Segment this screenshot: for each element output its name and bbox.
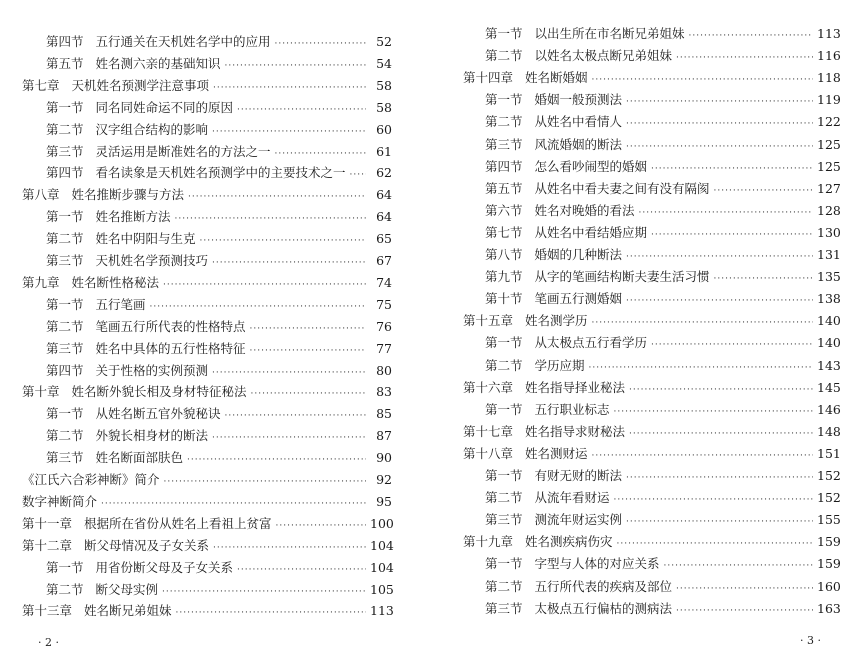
entry-label: 第四节	[46, 165, 84, 181]
right-toc-entry	[485, 137, 839, 153]
entry-label: 第九节	[485, 269, 523, 285]
entry-label: 第十一章	[22, 515, 73, 531]
dot-leader	[626, 139, 813, 155]
dot-leader	[187, 452, 366, 468]
dot-leader	[213, 540, 366, 556]
entry-label: 第二节	[46, 428, 84, 444]
entry-page-number: 58	[376, 99, 392, 115]
entry-title: 根据所在省份从姓名上看祖上贫富	[84, 515, 272, 531]
entry-label: 第二节	[485, 357, 523, 373]
entry-page-number: 146	[817, 401, 841, 417]
right-toc-entry	[463, 534, 839, 550]
entry-page-number: 140	[817, 335, 841, 351]
entry-title: 太极点五行偏枯的测病法	[534, 600, 673, 616]
dot-leader	[676, 603, 813, 619]
right-toc-entry	[485, 512, 839, 528]
left-toc-entry	[22, 516, 392, 532]
entry-title: 从姓名中看结婚应期	[534, 224, 648, 240]
entry-label: 第八节	[485, 247, 523, 262]
entry-label: 第四节	[46, 34, 84, 49]
entry-page-number: 67	[376, 253, 392, 268]
entry-label: 第一节	[485, 92, 523, 108]
dot-leader	[639, 205, 813, 221]
entry-page-number: 159	[817, 556, 841, 572]
dot-leader	[592, 72, 813, 88]
dot-leader	[250, 321, 366, 337]
entry-label: 第一节	[46, 296, 84, 312]
entry-title: 灵活运用是断准姓名的方法之一	[95, 143, 271, 159]
entry-title: 用省份断父母及子女关系	[95, 559, 234, 575]
dot-leader	[676, 50, 813, 66]
entry-page-number: 138	[817, 291, 841, 307]
dot-leader	[162, 584, 366, 600]
entry-page-number: 155	[817, 512, 841, 528]
entry-label: 第十节	[485, 291, 523, 307]
entry-title: 怎么看吵闹型的婚姻	[534, 158, 648, 174]
left-toc-entry	[46, 100, 392, 116]
entry-label: 第七章	[22, 77, 60, 93]
entry-title: 断父母情况及子女关系	[84, 537, 210, 553]
entry-label: 第二节	[485, 114, 523, 130]
right-toc-entry	[485, 203, 839, 219]
entry-label: 第三节	[46, 450, 84, 466]
left-toc-entry	[46, 253, 392, 269]
entry-label: 《江氏六合彩神断》简介	[22, 472, 160, 487]
entry-title: 五行通关在天机姓名学中的应用	[95, 34, 271, 49]
left-toc-entry	[46, 450, 392, 466]
right-toc-entry	[485, 92, 839, 108]
entry-title: 姓名断婚姻	[525, 70, 588, 86]
dot-leader	[225, 408, 366, 424]
entry-label: 第二节	[46, 318, 84, 334]
left-toc-entry	[46, 341, 392, 357]
left-toc-entry	[46, 231, 392, 247]
entry-page-number: 104	[370, 559, 394, 575]
entry-page-number: 83	[376, 384, 392, 400]
dot-leader	[350, 167, 366, 183]
entry-label: 第八章	[22, 187, 60, 203]
entry-title: 姓名断面部肤色	[95, 450, 184, 466]
entry-title: 从太极点五行看学历	[534, 335, 648, 351]
entry-title: 姓名测学历	[525, 313, 588, 329]
right-toc-entry	[485, 181, 839, 197]
right-toc-entry	[485, 225, 839, 241]
right-toc-entry	[485, 114, 839, 130]
entry-label: 第十七章	[463, 423, 514, 439]
dot-leader	[175, 211, 366, 227]
dot-leader	[617, 536, 813, 552]
right-toc-entry	[485, 490, 839, 506]
left-toc-entry	[46, 144, 392, 160]
dot-leader	[651, 161, 813, 177]
entry-label: 第二节	[485, 48, 523, 64]
entry-label: 第一节	[485, 468, 523, 483]
right-toc-entry	[485, 468, 839, 484]
entry-page-number: 95	[376, 493, 392, 509]
left-toc-entry	[22, 538, 392, 554]
entry-label: 第十章	[22, 384, 60, 400]
right-toc-entry	[485, 402, 839, 418]
entry-title: 从姓名断五官外貌秘诀	[95, 406, 221, 422]
dot-leader	[651, 337, 813, 353]
entry-label: 第二节	[46, 121, 84, 137]
entry-title: 外貌长相身材的断法	[95, 428, 209, 444]
entry-page-number: 58	[376, 77, 392, 93]
right-toc-entry	[485, 579, 839, 595]
left-toc-entry	[46, 34, 392, 50]
dot-leader	[626, 116, 813, 132]
dot-leader	[212, 255, 366, 271]
entry-page-number: 128	[817, 202, 841, 218]
entry-page-number: 148	[817, 423, 841, 439]
entry-title: 测流年财运实例	[534, 512, 623, 528]
entry-page-number: 113	[817, 26, 841, 41]
dot-leader	[614, 492, 813, 508]
entry-page-number: 113	[370, 603, 394, 619]
entry-page-number: 163	[817, 600, 841, 616]
entry-title: 笔画五行测婚姻	[534, 291, 623, 307]
dot-leader	[689, 28, 813, 44]
entry-title: 五行所代表的疾病及部位	[534, 578, 673, 594]
entry-title: 姓名断性格秘法	[71, 274, 160, 290]
left-toc-entry	[22, 78, 392, 94]
entry-page-number: 92	[376, 472, 392, 487]
entry-title: 学历应期	[534, 357, 585, 373]
left-toc-entry	[46, 428, 392, 444]
entry-label: 第二节	[485, 578, 523, 594]
entry-title: 看名读象是天机姓名预测学中的主要技术之一	[95, 165, 346, 181]
left-toc-entry	[46, 319, 392, 335]
entry-page-number: 90	[376, 450, 392, 466]
right-toc-entry	[463, 313, 839, 329]
dot-leader	[626, 470, 813, 486]
entry-title: 姓名对晚婚的看法	[534, 202, 635, 218]
entry-page-number: 152	[817, 468, 841, 483]
left-toc-entry	[46, 363, 392, 379]
right-page-number: · 3 ·	[800, 634, 821, 647]
left-toc-entry	[22, 603, 392, 619]
entry-label: 第六节	[485, 202, 523, 218]
entry-page-number: 127	[817, 180, 841, 196]
entry-page-number: 75	[376, 296, 392, 312]
entry-title: 婚姻一般预测法	[534, 92, 623, 108]
entry-label: 第二节	[46, 581, 84, 597]
entry-page-number: 62	[376, 165, 392, 181]
dot-leader	[212, 365, 366, 381]
dot-leader	[664, 558, 813, 574]
left-toc-entry	[22, 494, 392, 510]
entry-title: 从姓名中看夫妻之间有没有隔阂	[534, 180, 710, 196]
dot-leader	[714, 183, 813, 199]
entry-page-number: 61	[376, 143, 392, 159]
dot-leader	[237, 562, 366, 578]
right-toc-entry	[485, 335, 839, 351]
left-toc-entry	[46, 582, 392, 598]
dot-leader	[212, 124, 366, 140]
left-toc-entry	[46, 56, 392, 72]
dot-leader	[213, 80, 366, 96]
entry-label: 第十六章	[463, 379, 514, 395]
entry-label: 第四节	[46, 362, 84, 378]
dot-leader	[188, 189, 366, 205]
left-toc-entry	[22, 472, 392, 488]
entry-page-number: 80	[376, 362, 392, 378]
entry-label: 第一节	[485, 335, 523, 351]
left-toc-entry	[22, 384, 392, 400]
entry-label: 第二节	[46, 231, 84, 247]
dot-leader	[200, 233, 366, 249]
dot-leader	[212, 430, 366, 446]
entry-title: 断父母实例	[95, 581, 159, 597]
dot-leader	[626, 94, 813, 110]
entry-label: 第九章	[22, 274, 60, 290]
dot-leader	[651, 227, 813, 243]
dot-leader	[676, 581, 813, 597]
dot-leader	[629, 382, 813, 398]
left-toc-entry	[46, 165, 392, 181]
entry-page-number: 143	[817, 357, 841, 373]
entry-label: 第三节	[485, 512, 523, 528]
left-toc-entry	[46, 560, 392, 576]
entry-label: 第一节	[485, 401, 523, 417]
entry-label: 第三节	[46, 340, 84, 356]
entry-label: 数字神断简介	[22, 493, 98, 509]
entry-label: 第五节	[46, 55, 84, 71]
right-toc-entry	[485, 26, 839, 42]
dot-leader	[150, 299, 366, 315]
entry-title: 姓名断外貌长相及身材特征秘法	[71, 384, 247, 400]
entry-page-number: 77	[376, 340, 392, 356]
entry-label: 第十九章	[463, 534, 514, 550]
entry-title: 有财无财的断法	[534, 468, 623, 483]
entry-page-number: 85	[376, 406, 392, 422]
right-toc-entry	[463, 446, 839, 462]
right-toc-entry	[463, 70, 839, 86]
entry-title: 天机姓名预测学注意事项	[71, 77, 210, 93]
dot-leader	[101, 496, 366, 512]
entry-page-number: 152	[817, 490, 841, 506]
entry-page-number: 64	[376, 187, 392, 203]
entry-title: 以出生所在市名断兄弟姐妹	[534, 26, 685, 41]
entry-title: 姓名中阴阳与生克	[95, 231, 196, 247]
entry-title: 姓名测六亲的基础知识	[95, 55, 221, 71]
entry-label: 第一节	[46, 559, 84, 575]
entry-page-number: 54	[376, 55, 392, 71]
entry-title: 笔画五行所代表的性格特点	[95, 318, 246, 334]
left-toc-entry	[46, 209, 392, 225]
dot-leader	[164, 474, 366, 490]
entry-title: 姓名中具体的五行性格特征	[95, 340, 246, 356]
dot-leader	[276, 518, 366, 534]
entry-label: 第一节	[46, 99, 84, 115]
entry-page-number: 125	[817, 136, 841, 152]
entry-title: 姓名测财运	[525, 445, 588, 461]
dot-leader	[614, 404, 813, 420]
right-toc-entry	[485, 556, 839, 572]
entry-page-number: 118	[817, 70, 841, 86]
entry-label: 第三节	[46, 143, 84, 159]
entry-label: 第四节	[485, 158, 523, 174]
left-toc-entry	[46, 406, 392, 422]
entry-label: 第一节	[46, 406, 84, 422]
entry-title: 以姓名太极点断兄弟姐妹	[534, 48, 673, 64]
entry-title: 关于性格的实例预测	[95, 362, 209, 378]
entry-page-number: 104	[370, 537, 394, 553]
entry-page-number: 151	[817, 445, 841, 461]
entry-label: 第十八章	[463, 445, 514, 461]
dot-leader	[250, 343, 366, 359]
dot-leader	[626, 514, 813, 530]
entry-label: 第一节	[485, 26, 523, 41]
left-page-number: · 2 ·	[38, 636, 59, 649]
entry-label: 第一节	[485, 556, 523, 572]
dot-leader	[176, 605, 366, 621]
right-toc-entry	[463, 424, 839, 440]
right-page	[431, 0, 862, 653]
dot-leader	[589, 360, 813, 376]
entry-title: 五行职业标志	[534, 401, 610, 417]
entry-title: 从姓名中看情人	[534, 114, 623, 130]
left-toc-entry	[46, 297, 392, 313]
entry-title: 从流年看财运	[534, 490, 610, 506]
entry-label: 第十四章	[463, 70, 514, 86]
entry-page-number: 100	[370, 515, 394, 531]
entry-label: 第十二章	[22, 537, 73, 553]
right-toc-entry	[485, 48, 839, 64]
left-toc-entry	[46, 122, 392, 138]
dot-leader	[163, 277, 366, 293]
entry-page-number: 140	[817, 313, 841, 329]
entry-label: 第二节	[485, 490, 523, 506]
entry-page-number: 160	[817, 578, 841, 594]
dot-leader	[626, 249, 813, 265]
dot-leader	[714, 271, 813, 287]
entry-page-number: 159	[817, 534, 841, 550]
entry-title: 姓名断兄弟姐妹	[84, 603, 172, 619]
entry-title: 同名同姓命运不同的原因	[95, 99, 234, 115]
entry-title: 姓名推断方法	[95, 209, 171, 225]
entry-page-number: 125	[817, 158, 841, 174]
entry-title: 字型与人体的对应关系	[534, 556, 660, 572]
left-toc-entry	[22, 187, 392, 203]
entry-label: 第三节	[485, 600, 523, 616]
entry-title: 风流婚姻的断法	[534, 136, 623, 152]
dot-leader	[592, 315, 813, 331]
entry-page-number: 76	[376, 318, 392, 334]
entry-page-number: 64	[376, 209, 392, 225]
entry-page-number: 116	[817, 48, 841, 64]
entry-label: 第七节	[485, 224, 523, 240]
entry-label: 第十五章	[463, 313, 514, 329]
dot-leader	[275, 146, 366, 162]
entry-title: 姓名测疾病伤灾	[525, 534, 613, 550]
right-toc-entry	[485, 269, 839, 285]
entry-title: 汉字组合结构的影响	[95, 121, 209, 137]
entry-title: 从字的笔画结构断夫妻生活习惯	[534, 269, 710, 285]
right-toc-entry	[485, 291, 839, 307]
entry-page-number: 60	[376, 121, 392, 137]
left-toc-entry	[22, 275, 392, 291]
entry-page-number: 135	[817, 269, 841, 285]
entry-title: 婚姻的几种断法	[534, 247, 623, 262]
entry-label: 第十三章	[22, 603, 73, 619]
entry-title: 姓名推断步骤与方法	[71, 187, 185, 203]
entry-title: 天机姓名学预测技巧	[95, 253, 209, 268]
entry-page-number: 87	[376, 428, 392, 444]
entry-page-number: 105	[370, 581, 394, 597]
dot-leader	[275, 36, 366, 52]
right-toc-entry	[485, 247, 839, 263]
entry-page-number: 74	[376, 274, 392, 290]
dot-leader	[251, 386, 366, 402]
entry-label: 第一节	[46, 209, 84, 225]
right-toc-entry	[485, 601, 839, 617]
dot-leader	[592, 448, 813, 464]
entry-page-number: 52	[376, 34, 392, 49]
entry-page-number: 119	[817, 92, 841, 108]
dot-leader	[629, 426, 813, 442]
dot-leader	[237, 102, 366, 118]
right-toc-entry	[485, 159, 839, 175]
entry-title: 姓名指导择业秘法	[525, 379, 626, 395]
entry-label: 第三节	[485, 136, 523, 152]
right-toc-entry	[463, 380, 839, 396]
entry-label: 第三节	[46, 253, 84, 268]
right-toc-entry	[485, 358, 839, 374]
entry-label: 第五节	[485, 180, 523, 196]
entry-page-number: 130	[817, 224, 841, 240]
entry-page-number: 65	[376, 231, 392, 247]
entry-title: 五行笔画	[95, 296, 146, 312]
dot-leader	[626, 293, 813, 309]
dot-leader	[225, 58, 366, 74]
entry-page-number: 145	[817, 379, 841, 395]
entry-page-number: 131	[817, 247, 841, 262]
entry-page-number: 122	[817, 114, 841, 130]
entry-title: 姓名指导求财秘法	[525, 423, 626, 439]
